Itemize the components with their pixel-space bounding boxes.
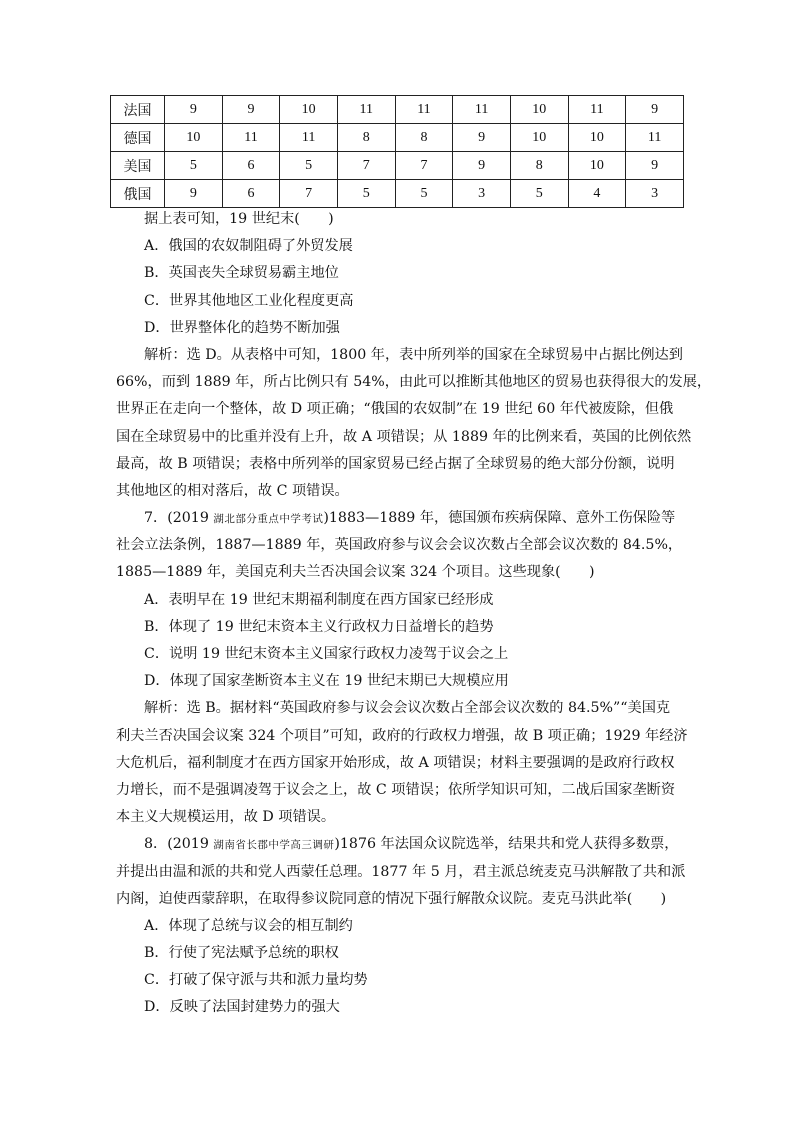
table-cell: 9 [165,96,223,124]
table-cell: 10 [280,96,338,124]
table-cell: 10 [510,96,568,124]
trade-share-table [110,95,684,208]
q8-stem-line: 并提出由温和派的共和党人西蒙任总理。1877 年 5 月，君主派总统麦克马洪解散了共和派 [116,863,686,880]
q7-option-c: C．说明 19 世纪末资本主义国家行政权力凌驾于议会之上 [144,646,509,662]
table-cell: 3 [453,180,511,208]
q7-stem-line: 社会立法条例，1887—1889 年，英国政府参与议会会议次数占全部会议次数的 84.5%， [116,537,683,554]
q6-stem: 据上表可知，19 世纪末( ) [144,211,334,227]
table-cell: 7 [395,152,453,180]
table-cell-country: 俄国 [111,180,165,208]
table-cell: 10 [510,124,568,152]
q6-analysis-line: 其他地区的相对落后，故 C 项错误。 [116,482,349,499]
table-cell: 6 [222,180,280,208]
q7-number: 7．(2019 [144,510,214,527]
q8-stem-line: 内阁，迫使西蒙辞职，在取得参议院同意的情况下强行解散众议院。麦克马洪此举( ) [116,890,667,907]
table-cell: 8 [395,124,453,152]
table-cell: 6 [222,152,280,180]
q6-analysis-line: 世界正在走向一个整体，故 D 项正确；“俄国的农奴制”在 19 世纪 60 年代被废除，但俄 [116,401,674,418]
q7-source: 湖北部分重点中学考试 [213,513,324,526]
table-cell: 11 [395,96,453,124]
table-cell: 9 [626,96,684,124]
table-cell-country: 美国 [111,152,165,180]
table-cell: 11 [337,96,395,124]
q7-option-d: D．体现了国家垄断资本主义在 19 世纪末期已大规模应用 [144,673,509,690]
q7-stem-line: 1885—1889 年，美国克利夫兰否决国会议案 324 个项目。这些现象( ) [116,564,595,581]
q7-analysis-line: 利夫兰否决国会议案 324 个项目”可知，政府的行政权力增强，故 B 项正确；1929 年经济 [116,727,688,744]
table-cell: 9 [165,180,223,208]
table-cell: 5 [165,152,223,180]
table-cell: 9 [453,124,511,152]
table-cell: 7 [280,180,338,208]
q6-option-a: A．俄国的农奴制阻碍了外贸发展 [144,238,353,255]
q6-analysis-line: 最高，故 B 项错误；表格中所列举的国家贸易已经占据了全球贸易的绝大部分份额，说明 [116,455,675,472]
table-cell: 3 [626,180,684,208]
q7-analysis-line: 大危机后，福利制度才在西方国家开始形成，故 A 项错误；材料主要强调的是政府行政权 [116,754,675,771]
table-cell: 5 [337,180,395,208]
q6-analysis-line: 国在全球贸易中的比重并没有上升，故 A 项错误；从 1889 年的比例来看，英国的比例依然 [116,428,692,445]
table-cell: 9 [453,152,511,180]
table-cell: 8 [510,152,568,180]
q7-stem-first [116,505,688,532]
q8-option-c: C．打破了保守派与共和派力量均势 [144,972,368,989]
q7-analysis-line: 解析：选 B。据材料“英国政府参与议会会议次数占全部会议次数的 84.5%”“美国克 [144,700,671,717]
table-cell: 5 [280,152,338,180]
q6-option-d: D．世界整体化的趋势不断加强 [144,319,340,336]
q7-option-a: A．表明早在 19 世纪末期福利制度在西方国家已经形成 [144,591,494,608]
q8-option-a: A．体现了总统与议会的相互制约 [144,917,353,934]
q6-option-b: B．英国丧失全球贸易霸主地位 [144,265,339,282]
q8-source: 湖南省长郡中学高三调研 [213,839,335,852]
table-cell: 5 [510,180,568,208]
table-cell: 11 [222,124,280,152]
table-row [111,96,684,124]
table-cell-country: 法国 [111,96,165,124]
q8-stem-first [116,831,688,858]
q8-option-d: D．反映了法国封建势力的强大 [144,999,340,1016]
table-cell: 10 [568,124,626,152]
q8-option-b: B．行使了宪法赋予总统的职权 [144,945,339,962]
q6-option-c: C．世界其他地区工业化程度更高 [144,292,354,309]
table-row [111,180,684,208]
table-cell: 11 [280,124,338,152]
q6-analysis-line: 解析：选 D。从表格中可知，1800 年，表中所列举的国家在全球贸易中占据比例达到 [144,346,683,363]
q6-analysis-line: 66%，而到 1889 年，所占比例只有 54%，由此可以推断其他地区的贸易也获得很大的发展， [116,374,712,391]
table-cell: 10 [568,152,626,180]
table-cell: 11 [626,124,684,152]
table-cell: 11 [568,96,626,124]
q7-stem-first-text: )1883—1889 年，德国颁布疾病保障、意外工伤保险等 [323,510,676,527]
q7-option-b: B．体现了 19 世纪末资本主义行政权力日益增长的趋势 [144,618,494,635]
table-cell: 11 [453,96,511,124]
table-cell: 4 [568,180,626,208]
table-cell-country: 德国 [111,124,165,152]
table-row [111,152,684,180]
q7-analysis-line: 本主义大规模运用，故 D 项错误。 [116,809,336,826]
table-cell: 9 [626,152,684,180]
table-cell: 7 [337,152,395,180]
question-content [116,206,712,1022]
table-row [111,124,684,152]
table-cell: 5 [395,180,453,208]
q7-analysis-line: 力增长，而不是强调凌驾于议会之上，故 C 项错误；依所学知识可知，二战后国家垄断资 [116,781,676,798]
q8-number: 8．(2019 [144,836,214,853]
table-cell: 9 [222,96,280,124]
table-cell: 8 [337,124,395,152]
table-cell: 10 [165,124,223,152]
q8-stem-first-text: )1876 年法国众议院选举，结果共和党人获得多数票， [334,836,679,853]
